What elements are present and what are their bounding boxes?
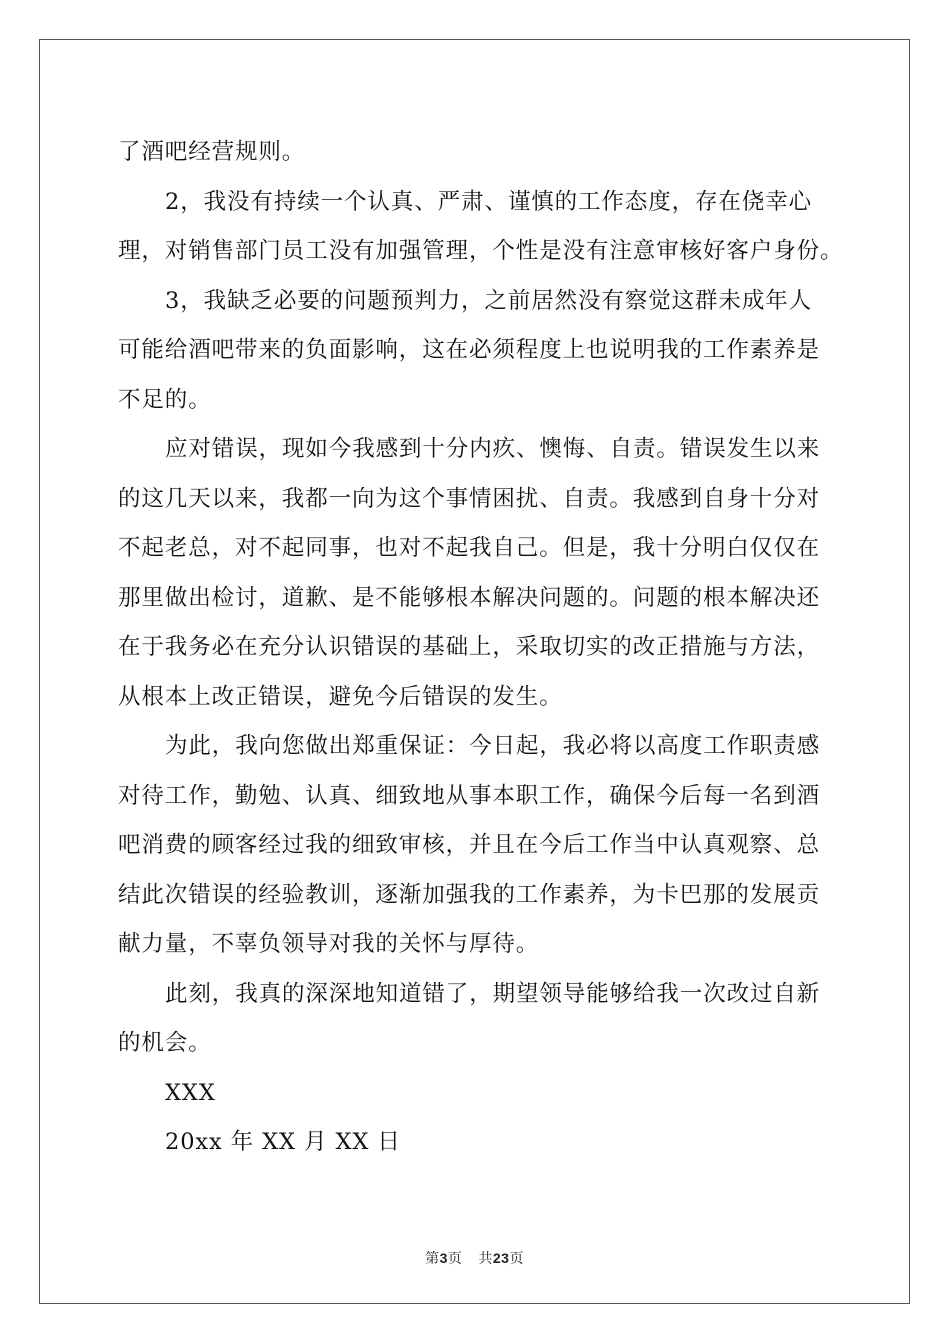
signature-name: XXX: [165, 1079, 216, 1106]
text-line: 献力量，不辜负领导对我的关怀与厚待。: [118, 931, 540, 957]
page-number: 3: [439, 1250, 448, 1266]
text-line: 对待工作，勤勉、认真、细致地从事本职工作，确保今后每一名到酒: [118, 782, 821, 809]
total-suffix: 页: [509, 1251, 524, 1267]
total-pages: 23: [492, 1250, 510, 1266]
text-line: 为此，我向您做出郑重保证：今日起，我必将以高度工作职责感: [165, 733, 821, 759]
text-line: 可能给酒吧带来的负面影响，这在必须程度上也说明我的工作素养是: [118, 337, 821, 363]
signature-date: 20xx 年 XX 月 XX 日: [165, 1129, 401, 1155]
text-line: 2，我没有持续一个认真、严肃、谨慎的工作态度，存在侥幸心: [165, 188, 813, 215]
total-prefix: 共: [478, 1251, 493, 1267]
document-body: [118, 128, 844, 1168]
text-line: 的机会。: [118, 1030, 212, 1056]
page-suffix: 页: [447, 1251, 463, 1267]
text-line: 在于我务必在充分认识错误的基础上，采取切实的改正措施与方法，: [118, 634, 821, 660]
text-line: 应对错误，现如今我感到十分内疚、懊悔、自责。错误发生以来: [165, 436, 821, 462]
text-line: 那里做出检讨，道歉、是不能够根本解决问题的。问题的根本解决还: [118, 584, 821, 611]
text-line: 不足的。: [118, 386, 212, 413]
text-line: 此刻，我真的深深地知道错了，期望领导能够给我一次改过自新: [165, 980, 821, 1007]
text-line: 结此次错误的经验教训，逐渐加强我的工作素养，为卡巴那的发展贡: [118, 881, 821, 908]
text-line: 从根本上改正错误，避免今后错误的发生。: [118, 683, 563, 710]
text-line: 吧消费的顾客经过我的细致审核，并且在今后工作当中认真观察、总: [118, 832, 821, 858]
document-page: [39, 39, 910, 1304]
text-line: 了酒吧经营规则。: [118, 139, 306, 165]
text-line: 不起老总，对不起同事，也对不起我自己。但是，我十分明白仅仅在: [118, 535, 821, 561]
text-line: 理，对销售部门员工没有加强管理，个性是没有注意审核好客户身份。: [118, 238, 844, 264]
text-line: 3，我缺乏必要的问题预判力，之前居然没有察觉这群未成年人: [165, 287, 813, 314]
text-line: 的这几天以来，我都一向为这个事情困扰、自责。我感到自身十分对: [118, 485, 821, 512]
page-prefix: 第: [425, 1251, 440, 1267]
page-footer: [40, 1248, 909, 1268]
